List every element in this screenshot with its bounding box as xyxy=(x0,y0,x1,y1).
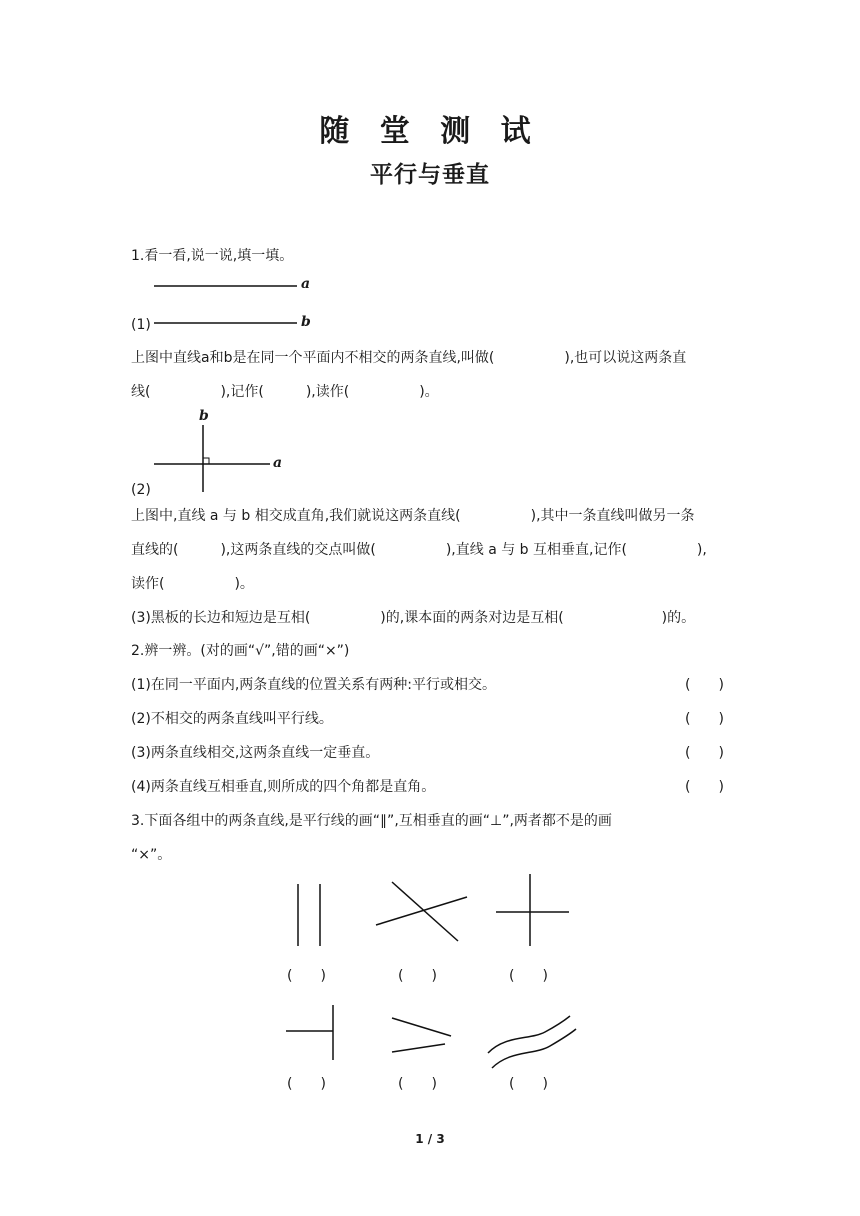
q3-answer-1[interactable]: ( ) xyxy=(287,968,326,984)
q1-sub1-number: (1) xyxy=(131,317,151,333)
right-angle-mark xyxy=(203,458,209,464)
q2-answer-2[interactable]: ( ) xyxy=(685,711,724,727)
page-number: 1 / 3 xyxy=(415,1132,445,1146)
vertical-line-label: b xyxy=(199,408,209,424)
q1-p2-line1: 上图中,直线 a 与 b 相交成直角,我们就说这两条直线( ),其中一条直线叫做另一条 xyxy=(131,508,695,524)
figure-t-perpendicular xyxy=(286,1005,333,1060)
q3-answer-3[interactable]: ( ) xyxy=(509,968,548,984)
q2-item-3: (3)两条直线相交,这两条直线一定垂直。 xyxy=(131,745,380,761)
q2-item-4: (4)两条直线互相垂直,则所成的四个角都是直角。 xyxy=(131,779,436,795)
figure-parallel-vertical xyxy=(298,884,320,946)
q1-p1-line1: 上图中直线a和b是在同一个平面内不相交的两条直线,叫做( ),也可以说这两条直 xyxy=(131,350,687,366)
q2-answer-3[interactable]: ( ) xyxy=(685,745,724,761)
figure-converging-lines xyxy=(392,1018,451,1052)
q3-prompt-line2: “×”。 xyxy=(131,847,172,863)
q1-p3: (3)黑板的长边和短边是互相( )的,课本面的两条对边是互相( )的。 xyxy=(131,610,696,626)
q3-answer-2[interactable]: ( ) xyxy=(398,968,437,984)
q3-answer-5[interactable]: ( ) xyxy=(398,1076,437,1092)
q1-p2-line3: 读作( )。 xyxy=(131,576,254,592)
figure-crossing-oblique xyxy=(376,882,467,941)
q2-item-2: (2)不相交的两条直线叫平行线。 xyxy=(131,711,333,727)
q1-p1-line2: 线( ),记作( ),读作( )。 xyxy=(131,384,439,400)
q3-prompt-line1: 3.下面各组中的两条直线,是平行线的画“∥”,互相垂直的画“⊥”,两者都不是的画 xyxy=(131,813,612,829)
q3-answer-4[interactable]: ( ) xyxy=(287,1076,326,1092)
q1-p2-line2: 直线的( ),这两条直线的交点叫做( ),直线 a 与 b 互相垂直,记作( ), xyxy=(131,542,707,558)
q2-answer-1[interactable]: ( ) xyxy=(685,677,724,693)
page-subtitle: 平行与垂直 xyxy=(370,162,490,188)
q2-answer-4[interactable]: ( ) xyxy=(685,779,724,795)
page-title: 随 堂 测 试 xyxy=(319,114,541,149)
q3-answer-6[interactable]: ( ) xyxy=(509,1076,548,1092)
line-a-label: a xyxy=(301,276,311,292)
q2-prompt: 2.辨一辨。(对的画“√”,错的画“×”) xyxy=(131,643,350,659)
q1-sub2-number: (2) xyxy=(131,482,151,498)
figure-curves xyxy=(488,1016,576,1068)
figure-cross-perpendicular xyxy=(496,874,569,946)
horizontal-line-label: a xyxy=(273,455,283,471)
q2-item-1: (1)在同一平面内,两条直线的位置关系有两种:平行或相交。 xyxy=(131,677,496,693)
line-b-label: b xyxy=(301,314,311,330)
q1-prompt: 1.看一看,说一说,填一填。 xyxy=(131,248,294,264)
